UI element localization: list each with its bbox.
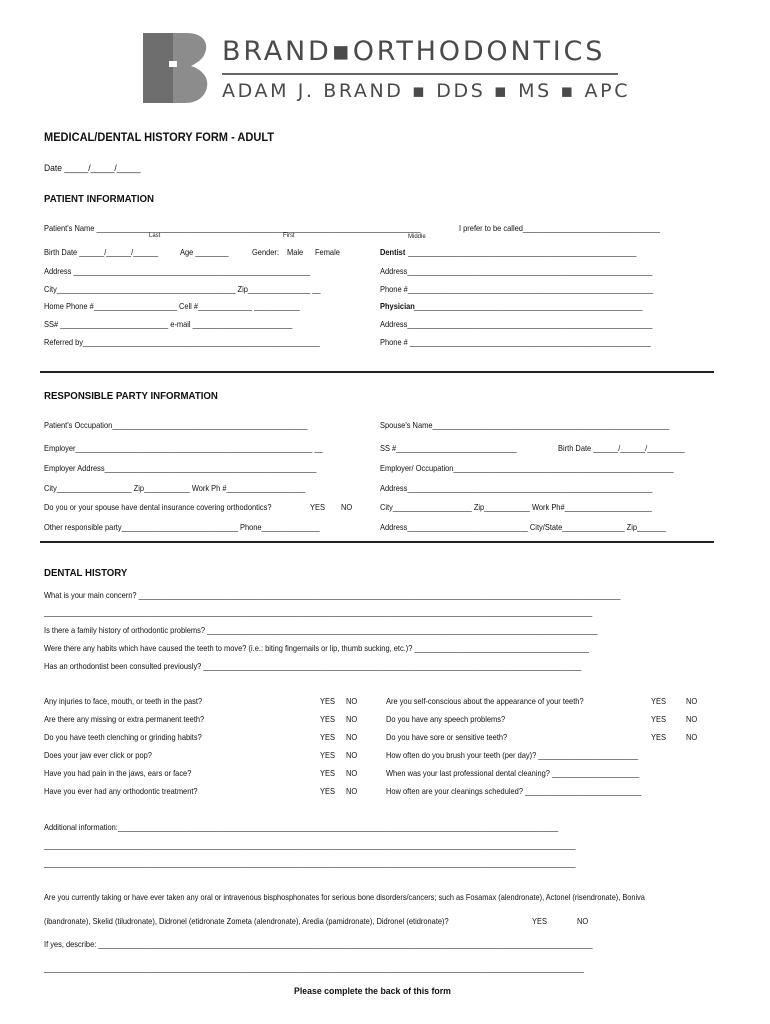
- brand-credentials: ADAM J. BRAND ▪ DDS ▪ MS ▪ APC: [222, 80, 631, 102]
- question-ortho-treatment: Have you ever had any orthodontic treatment?: [44, 786, 198, 796]
- no-option[interactable]: NO: [686, 732, 698, 742]
- question-clenching: Do you have teeth clenching or grinding habits?: [44, 732, 202, 742]
- if-yes-describe-field[interactable]: If yes, describe: _______________________________________________________________________________________________________________________: [44, 939, 593, 949]
- main-concern-continued[interactable]: ____________________________________________________________________________________________________________________________________: [44, 607, 593, 617]
- bisphosphonates-question: Are you currently taking or have ever taken any oral or intravenous bisphosphonates for serious bone disorders/cancers; such as Fosamax (alendronate), Actonel (risendronate), Boniva: [44, 893, 645, 902]
- question-jaw-click: Does your jaw ever click or pop?: [44, 750, 152, 760]
- city-zip-field[interactable]: City___________________________________________ Zip_______________ __: [44, 284, 321, 294]
- gender-label: Gender:: [252, 247, 279, 257]
- physician-address-field[interactable]: Address___________________________________________________________: [380, 319, 653, 329]
- yes-option[interactable]: YES: [651, 732, 666, 742]
- physician-label: Physician: [380, 301, 415, 311]
- physician-field[interactable]: _______________________________________________________: [414, 301, 643, 311]
- no-option[interactable]: NO: [346, 750, 358, 760]
- no-option[interactable]: NO: [686, 714, 698, 724]
- gender-female-option[interactable]: Female: [315, 247, 340, 257]
- birth-date-field[interactable]: Birth Date ______/______/______: [44, 247, 159, 257]
- orthodontist-consulted-field[interactable]: Has an orthodontist been consulted previously? ___________________________________________________________________________________________: [44, 661, 582, 671]
- dentist-label: Dentist: [380, 247, 406, 257]
- spouse-city-field[interactable]: City___________________ Zip___________ Work Ph#_____________________: [380, 502, 652, 512]
- yes-option[interactable]: YES: [320, 786, 335, 796]
- cleaning-schedule-field[interactable]: How often are your cleanings scheduled? ____________________________: [386, 786, 642, 796]
- home-cell-phone-field[interactable]: Home Phone #____________________ Cell #_____________ ___________: [44, 301, 300, 311]
- name-sub-middle: Middle: [408, 234, 426, 240]
- no-option[interactable]: NO: [346, 786, 358, 796]
- question-self-conscious: Are you self-conscious about the appearance of your teeth?: [386, 696, 584, 706]
- other-responsible-party-field[interactable]: Other responsible party____________________________ Phone______________: [44, 522, 320, 532]
- spouse-name-field[interactable]: Spouse's Name_________________________________________________________: [380, 420, 670, 430]
- describe-continued-line[interactable]: __________________________________________________________________________________________________________________________________: [44, 963, 584, 973]
- question-jaw-pain: Have you had pain in the jaws, ears or face?: [44, 768, 192, 778]
- insurance-yes-option[interactable]: YES: [310, 502, 325, 512]
- yes-option[interactable]: YES: [651, 696, 666, 706]
- spouse-ss-field[interactable]: SS #_____________________________: [380, 443, 517, 453]
- dentist-address-field[interactable]: Address___________________________________________________________: [380, 266, 653, 276]
- patient-occupation-field[interactable]: Patient's Occupation_______________________________________________: [44, 420, 308, 430]
- date-field[interactable]: Date _____/_____/_____: [44, 163, 141, 174]
- dentist-field[interactable]: _______________________________________________________: [408, 247, 637, 257]
- spouse-address2-field[interactable]: Address_____________________________ City/State_______________ Zip_______: [380, 522, 667, 532]
- bisphosphonates-no-option[interactable]: NO: [577, 916, 589, 926]
- section-divider: [40, 541, 714, 543]
- spouse-occupation-field[interactable]: Employer/ Occupation_____________________________________________________: [380, 463, 674, 473]
- no-option[interactable]: NO: [346, 696, 358, 706]
- brand-name: BRAND▪ORTHODONTICS: [222, 36, 606, 67]
- physician-phone-field[interactable]: Phone # __________________________________________________________: [380, 337, 651, 347]
- name-sub-first: First: [283, 233, 295, 239]
- question-sore-teeth: Do you have sore or sensitive teeth?: [386, 732, 508, 742]
- name-sub-last: Last: [149, 233, 161, 239]
- question-speech: Do you have any speech problems?: [386, 714, 506, 724]
- question-injuries: Any injuries to face, mouth, or teeth in the past?: [44, 696, 203, 706]
- spouse-birth-date-field[interactable]: Birth Date ______/______/_________: [558, 443, 685, 453]
- insurance-no-option[interactable]: NO: [341, 502, 353, 512]
- responsible-party-heading: RESPONSIBLE PARTY INFORMATION: [44, 390, 218, 402]
- brand-logo-icon: [143, 33, 211, 103]
- form-title: MEDICAL/DENTAL HISTORY FORM - ADULT: [44, 130, 274, 144]
- question-missing-teeth: Are there any missing or extra permanent teeth?: [44, 714, 205, 724]
- patient-name-field[interactable]: Patient's Name ______________________________________________________________________________: [44, 223, 421, 233]
- address-field[interactable]: Address _________________________________________________________: [44, 266, 311, 276]
- additional-info-field[interactable]: Additional information:__________________________________________________________________________________________________________: [44, 822, 559, 832]
- gender-male-option[interactable]: Male: [287, 247, 304, 257]
- yes-option[interactable]: YES: [320, 714, 335, 724]
- no-option[interactable]: NO: [346, 732, 358, 742]
- spouse-address-field[interactable]: Address___________________________________________________________: [380, 483, 653, 493]
- ss-email-field[interactable]: SS# __________________________ e-mail ________________________: [44, 319, 293, 329]
- age-field[interactable]: Age ________: [180, 247, 229, 257]
- habits-field[interactable]: Were there any habits which have caused the teeth to move? (i.e.: biting fingernails or lip, thumb sucking, etc.)? __________________________________________: [44, 643, 589, 653]
- no-option[interactable]: NO: [346, 714, 358, 724]
- patient-info-heading: PATIENT INFORMATION: [44, 193, 155, 205]
- yes-option[interactable]: YES: [320, 750, 335, 760]
- yes-option[interactable]: YES: [320, 732, 335, 742]
- brushing-frequency-field[interactable]: How often do you brush your teeth (per day)? ________________________: [386, 750, 639, 760]
- bisphosphonates-question-cont: (ibandronate), Skelid (tiludronate), Didronel (etidronate Zometa (alendronate), Aredia (pamidronate), Didronel (etidronate)?: [44, 916, 449, 926]
- brand-divider: [222, 73, 618, 75]
- no-option[interactable]: NO: [686, 696, 698, 706]
- preferred-name-field[interactable]: I prefer to be called_________________________________: [459, 223, 660, 233]
- dentist-phone-field[interactable]: Phone #___________________________________________________________: [380, 284, 653, 294]
- referred-by-field[interactable]: Referred by_________________________________________________________: [44, 337, 320, 347]
- footer-note: Please complete the back of this form: [294, 986, 451, 997]
- insurance-question: Do you or your spouse have dental insurance covering orthodontics?: [44, 502, 272, 512]
- employer-address-field[interactable]: Employer Address___________________________________________________: [44, 463, 317, 473]
- yes-option[interactable]: YES: [320, 768, 335, 778]
- section-divider: [40, 371, 714, 373]
- yes-option[interactable]: YES: [320, 696, 335, 706]
- additional-info-line-3[interactable]: ________________________________________________________________________________________________________________________________: [44, 858, 576, 868]
- last-cleaning-field[interactable]: When was your last professional dental cleaning? _____________________: [386, 768, 640, 778]
- additional-info-line-2[interactable]: ________________________________________________________________________________________________________________________________: [44, 840, 576, 850]
- city-zip-work-field[interactable]: City__________________ Zip___________ Work Ph #___________________: [44, 483, 306, 493]
- employer-field[interactable]: Employer_________________________________________________________ __: [44, 443, 323, 453]
- dental-history-heading: DENTAL HISTORY: [44, 567, 128, 579]
- bisphosphonates-yes-option[interactable]: YES: [532, 916, 547, 926]
- family-history-field[interactable]: Is there a family history of orthodontic problems? ______________________________________________________________________________________________: [44, 625, 598, 635]
- main-concern-field[interactable]: What is your main concern? ____________________________________________________________________________________________________________________: [44, 590, 621, 600]
- yes-option[interactable]: YES: [651, 714, 666, 724]
- no-option[interactable]: NO: [346, 768, 358, 778]
